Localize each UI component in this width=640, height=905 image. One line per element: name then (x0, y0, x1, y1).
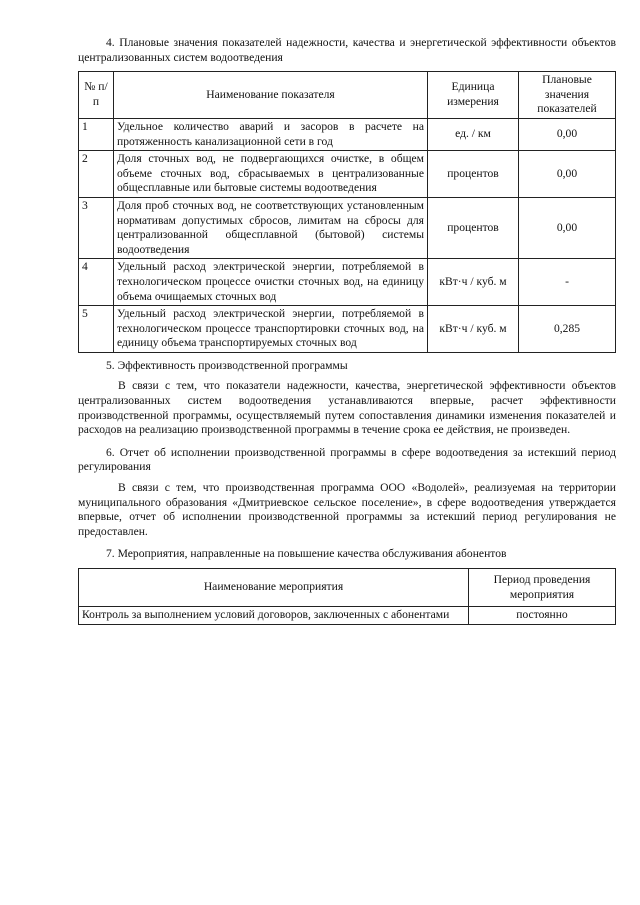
indicator-value: 0,285 (519, 306, 616, 353)
table-row (79, 607, 616, 625)
indicator-unit: кВт·ч / куб. м (428, 306, 519, 353)
indicator-unit: процентов (428, 151, 519, 198)
col-planned-value-header: Плановые значения показателей (519, 72, 616, 119)
section-5-heading: 5. Эффективность производственной программы (106, 358, 348, 372)
section-6-text: В связи с тем, что производственная программа ООО «Водолей», реализуемая на территории муниципального образования «Дмитриевское сельское поселение», в сфере водоотведения утверждается впервые, отчет об исполнении производственной программы за истекший период регулирования не предоставлен. (78, 481, 616, 538)
col-number-header: № п/п (79, 72, 114, 119)
row-number: 5 (79, 306, 114, 353)
col-period-header: Период проведения мероприятия (469, 569, 616, 607)
indicator-value: 0,00 (519, 118, 616, 150)
measure-period: постоянно (469, 607, 616, 625)
col-measure-name-header: Наименование мероприятия (79, 569, 469, 607)
indicator-name: Удельный расход электрической энергии, потребляемой в технологическом процессе транспортировки сточных вод, на единицу объема транспортируемых сточных вод (114, 306, 428, 353)
indicators-table-header (79, 72, 616, 119)
document-page (78, 36, 616, 625)
section-4-heading: 4. Плановые значения показателей надежности, качества и энергетической эффективности объектов централизованных систем водоотведения (78, 36, 616, 64)
table-row (79, 306, 616, 353)
indicators-table (78, 71, 616, 353)
measures-table-header (79, 569, 616, 607)
indicator-name: Доля проб сточных вод, не соответствующих установленным нормативам допустимых сбросов, лимитам на сбросы для централизованной общесплавной (бытовой) системы водоотведения (114, 197, 428, 258)
indicator-unit: процентов (428, 197, 519, 258)
table-row (79, 151, 616, 198)
indicator-name: Удельное количество аварий и засоров в расчете на протяженность канализационной сети в год (114, 118, 428, 150)
section-7-heading: 7. Мероприятия, направленные на повышение качества обслуживания абонентов (106, 547, 507, 561)
table-row (79, 259, 616, 306)
row-number: 2 (79, 151, 114, 198)
indicator-unit: кВт·ч / куб. м (428, 259, 519, 306)
measure-name: Контроль за выполнением условий договоров, заключенных с абонентами (79, 607, 469, 625)
section-5-text: В связи с тем, что показатели надежности, качества, энергетической эффективности объектов централизованных систем водоотведения устанавливаются впервые, расчет эффективности производственной программы, осуществляемый путем сопоставления динамики изменения показателей и расходов на реализацию производственной программы в течение срока ее действия, не произведен. (78, 379, 616, 437)
indicator-value: 0,00 (519, 151, 616, 198)
row-number: 1 (79, 118, 114, 150)
indicator-value: 0,00 (519, 197, 616, 258)
indicator-value: - (519, 259, 616, 306)
row-number: 3 (79, 197, 114, 258)
col-indicator-name-header: Наименование показателя (114, 72, 428, 119)
indicator-unit: ед. / км (428, 118, 519, 150)
table-row (79, 197, 616, 258)
row-number: 4 (79, 259, 114, 306)
indicator-name: Удельный расход электрической энергии, потребляемой в технологическом процессе очистки сточных вод, на единицу объема очищаемых сточных вод (114, 259, 428, 306)
col-unit-header: Единица измерения (428, 72, 519, 119)
table-row (79, 118, 616, 150)
indicator-name: Доля сточных вод, не подвергающихся очистке, в общем объеме сточных вод, сбрасываемых в централизованные общесплавные или бытовые системы водоотведения (114, 151, 428, 198)
measures-table (78, 568, 616, 625)
section-6-heading: 6. Отчет об исполнении производственной программы в сфере водоотведения за истекший период регулирования (78, 445, 616, 474)
